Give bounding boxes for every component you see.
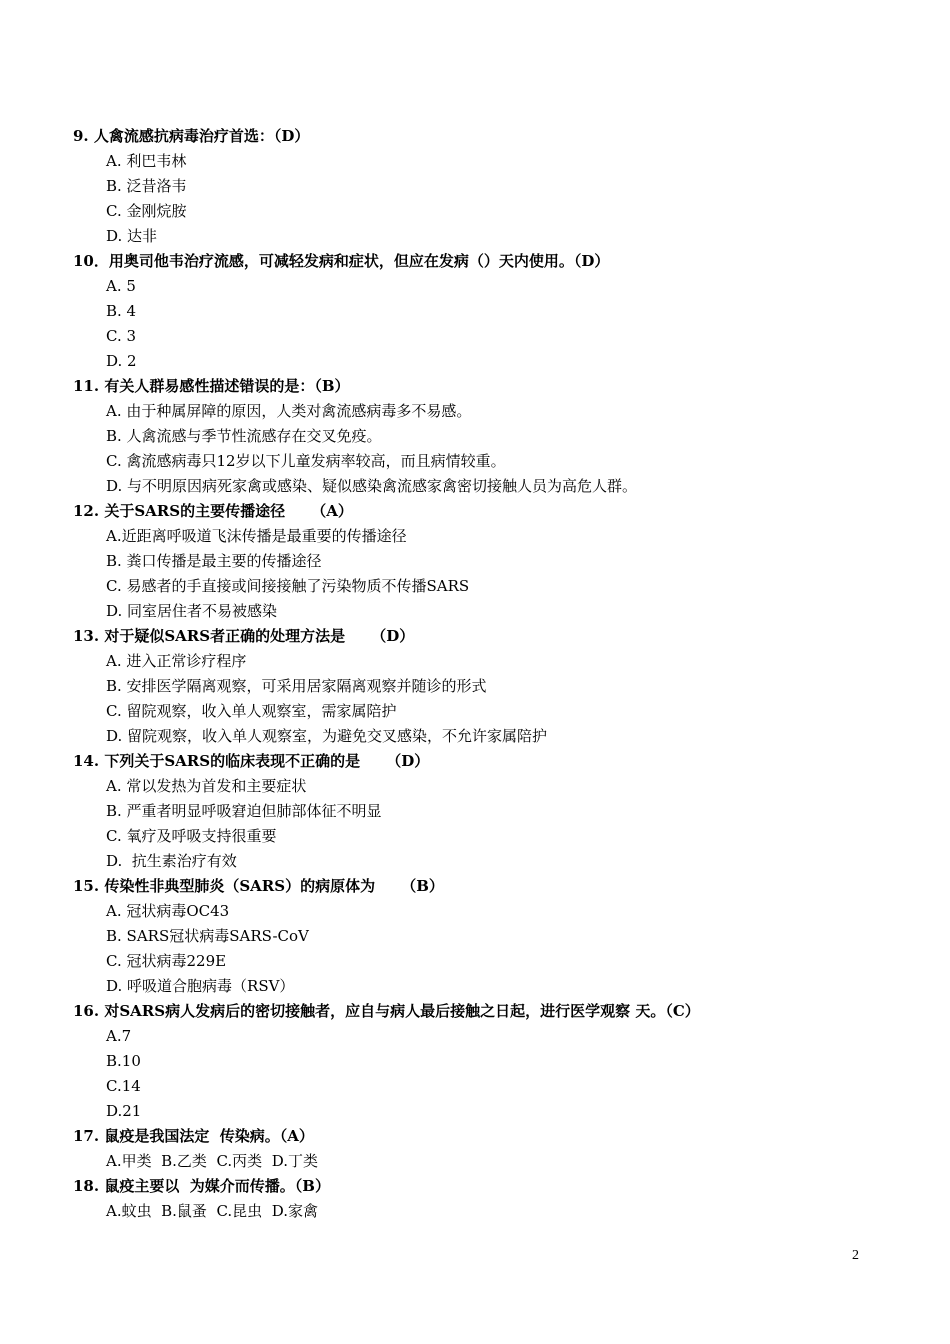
answer-option: C. 金刚烷胺 xyxy=(106,202,187,220)
answer-option: D.21 xyxy=(106,1102,142,1120)
answer-option: A. 由于种属屏障的原因，人类对禽流感病毒多不易感。 xyxy=(106,402,472,420)
question-block xyxy=(73,1174,893,1224)
answer-option: B. SARS冠状病毒SARS-CoV xyxy=(106,927,309,945)
question-title: 9. 人禽流感抗病毒治疗首选：（D） xyxy=(73,127,310,145)
answer-option: A. 常以发热为首发和主要症状 xyxy=(106,777,307,795)
question-block xyxy=(73,624,893,749)
answer-option: B. 4 xyxy=(106,302,137,320)
answer-option: C.14 xyxy=(106,1077,141,1095)
question-block xyxy=(73,874,893,999)
question-block xyxy=(73,124,893,249)
answer-option: A.甲类 B.乙类 C.丙类 D.丁类 xyxy=(106,1152,318,1170)
answer-option: D. 呼吸道合胞病毒（RSV） xyxy=(106,977,295,995)
question-block xyxy=(73,374,893,499)
question-title: 14. 下列关于SARS的临床表现不正确的是 （D） xyxy=(73,752,430,770)
answer-option: D. 与不明原因病死家禽或感染、疑似感染禽流感家禽密切接触人员为高危人群。 xyxy=(106,477,638,495)
answer-option: A. 利巴韦林 xyxy=(106,152,187,170)
question-title: 16. 对SARS病人发病后的密切接触者，应自与病人最后接触之日起，进行医学观察 天。（C） xyxy=(73,1002,700,1020)
question-block xyxy=(73,999,893,1124)
page-number: 2 xyxy=(852,1248,859,1263)
answer-option: C. 易感者的手直接或间接接触了污染物质不传播SARS xyxy=(106,577,470,595)
answer-option: B. 人禽流感与季节性流感存在交叉免疫。 xyxy=(106,427,382,445)
answer-option: C. 氧疗及呼吸支持很重要 xyxy=(106,827,277,845)
answer-option: D. 留院观察，收入单人观察室，为避免交叉感染，不允许家属陪护 xyxy=(106,727,548,745)
answer-option: A.7 xyxy=(106,1027,132,1045)
answer-option: A. 进入正常诊疗程序 xyxy=(106,652,247,670)
answer-option: D. 同室居住者不易被感染 xyxy=(106,602,278,620)
answer-option: B. 泛昔洛韦 xyxy=(106,177,187,195)
question-title: 13. 对于疑似SARS者正确的处理方法是 （D） xyxy=(73,627,415,645)
answer-option: C. 留院观察，收入单人观察室，需家属陪护 xyxy=(106,702,397,720)
question-list xyxy=(73,124,893,1224)
question-title: 18. 鼠疫主要以 为媒介而传播。（B） xyxy=(73,1177,330,1195)
question-title: 15. 传染性非典型肺炎（SARS）的病原体为 （B） xyxy=(73,877,444,895)
answer-option: B. 严重者明显呼吸窘迫但肺部体征不明显 xyxy=(106,802,382,820)
question-title: 12. 关于SARS的主要传播途径 （A） xyxy=(73,502,353,520)
answer-option: B.10 xyxy=(106,1052,141,1070)
question-block xyxy=(73,1124,893,1174)
answer-option: A.蚊虫 B.鼠蚤 C.昆虫 D.家禽 xyxy=(106,1202,318,1220)
answer-option: D. 2 xyxy=(106,352,137,370)
answer-option: B. 粪口传播是最主要的传播途径 xyxy=(106,552,322,570)
answer-option: B. 安排医学隔离观察，可采用居家隔离观察并随诊的形式 xyxy=(106,677,487,695)
answer-option: A. 5 xyxy=(106,277,136,295)
answer-option: C. 禽流感病毒只12岁以下儿童发病率较高，而且病情较重。 xyxy=(106,452,506,470)
question-title: 10．用奥司他韦治疗流感，可减轻发病和症状，但应在发病（）天内使用。（D） xyxy=(73,252,610,270)
answer-option: C. 3 xyxy=(106,327,137,345)
question-block xyxy=(73,499,893,624)
answer-option: A.近距离呼吸道飞沫传播是最重要的传播途径 xyxy=(106,527,407,545)
answer-option: A. 冠状病毒OC43 xyxy=(106,902,230,920)
answer-option: D. 达非 xyxy=(106,227,158,245)
question-title: 11. 有关人群易感性描述错误的是：（B） xyxy=(73,377,350,395)
answer-option: D. 抗生素治疗有效 xyxy=(106,852,237,870)
question-block xyxy=(73,749,893,874)
answer-option: C. 冠状病毒229E xyxy=(106,952,227,970)
question-title: 17. 鼠疫是我国法定 传染病。（A） xyxy=(73,1127,314,1145)
question-block xyxy=(73,249,893,374)
